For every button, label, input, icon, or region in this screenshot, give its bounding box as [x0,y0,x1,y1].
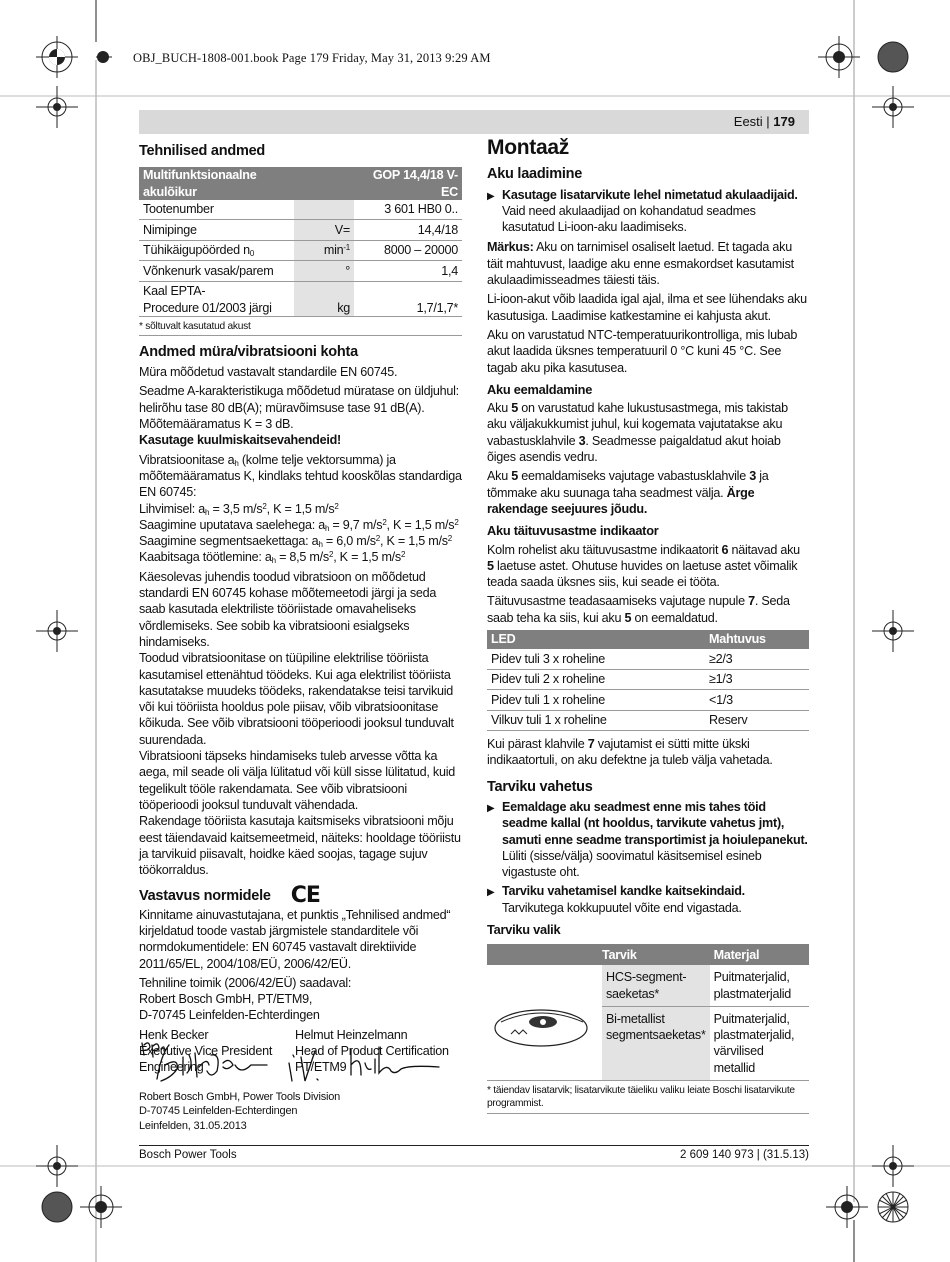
table-row: Pidev tuli 2 x roheline ≥1/3 [487,669,809,690]
charge-note: Märkus: Aku on tarnimisel osaliselt laetud. Et tagada aku täit mahtuvust, laadige aku enne esmakordset kasutamist akulaadimisseadmes täiesti täis. [487,240,794,288]
accessory-table: Tarvik Materjal HCS-segment-saeketas* Puitmaterjalid, plastmaterjalid Bi-metallist segmentsaeketas* Puitmaterjalid, plastmaterjalid, värvilised metallid [487,944,809,1081]
registration-mark-icon [818,36,860,78]
spec-footnote: * sõltuvalt kasutatud akust [139,320,462,336]
charge-p2: Li-ioon-akut võib laadida igal ajal, ilma et see lühendaks aku kasutusiga. Laadimise katkestamine ei kahjusta akut. [487,292,807,323]
accessory-footnote: * täiendav lisatarvik; lisatarvikute täieliku valiku leiate Boschi lisatarvikute programmist. [487,1084,809,1114]
registration-mark-icon [826,1186,868,1228]
header-language: Eesti [733,114,763,129]
list-item: ▶ Kasutage lisatarvikute lehel nimetatud akulaadijaid. Vaid need akulaadijad on kohandatud seadmes kasutatud Li-ioon-aku laadimiseks. [487,187,798,235]
noise-warning: Kasutage kuulmiskaitsevahendeid! [139,433,341,448]
table-row: Tootenumber 3 601 HB0 0.. [139,200,462,220]
tech-heading: Tehnilised andmed [139,143,266,159]
vib-line: Lihvimisel: $a_h = 3,5$ $m/s^2$, K = 1,5 $m/s^2$ [139,501,339,517]
handwritten-signature [139,1035,449,1090]
vibration-p2: Käesolevas juhendis toodud vibratsioon on mõõdetud standardi EN 60745 kohase mõõtemeetodi järgi ja seda saab kasutada elektriliste tööriistade omavaheliseks võrdlemiseks. See sobib ka vibratsiooni esialgseks hindamiseks. [139,569,437,649]
table-row: Pidev tuli 3 x roheline ≥2/3 [487,649,809,669]
registration-mark-icon [872,1186,914,1228]
noise-heading: Andmed müra/vibratsiooni kohta [139,343,358,360]
conformity-heading: Vastavus normidele [139,888,271,905]
vibration-p1: Vibratsioonitase $a_h$ (kolme telje vektorsumma) ja mõõtemääramatus K, kindlaks tehtud kooskõlas standardiga EN 60745: Lihvimisel: $a_h = 3,5$ $m/s^2$, K = 1,5 $m/s^2$ Saagimine uputatava saelehega: $a_h = 9,7$ $m/s^2$, K = 1,5 $m/s^2$ Saagimine segmentsaekettaga: $a_h = 6,0$ $m/s^2$, K = 1,5 $m/s^2$ Kaabitsaga töötlemine: $a_h = 8,5$ $m/s^2$, K = 1,5 $m/s^2$ [139,452,462,566]
table-row: Kaal EPTA- Procedure 01/2003 järgi kg 1,7/1,7* [139,281,462,316]
bullet-triangle-icon: ▶ [487,802,495,814]
vibration-p4: Vibratsiooni täpseks hindamiseks tuleb arvesse võtta ka aega, mil seade oli välja lülitatud või küll sisse lülitatud, kuid tegelikult tööle rakendamata. See võib vibratsiooni tööperioodi jooksul tunduvalt vähendada. [139,749,456,812]
level-p1: Kolm rohelist aku täituvusastme indikaatorit 6 näitavad aku 5 laetuse astet. Ohutuse huvides on laetuse astet võimalik teada saada üksnes siis, kui seade ei tööta. [487,542,800,590]
registration-mark-icon [872,86,914,128]
bullet-triangle-icon: ▶ [487,190,495,202]
charge-heading: Aku laadimine [487,166,583,183]
bullet-triangle-icon: ▶ [487,887,495,899]
page-footer [139,1145,809,1161]
vib-line: Saagimine uputatava saelehega: $a_h = 9,7$ $m/s^2$, K = 1,5 $m/s^2$ [139,517,459,533]
color-bar-icon [872,36,914,78]
list-item: ▶ Eemaldage aku seadmest enne mis tahes töid seadme kallal (nt hooldus, tarvikute vahetus jmt), samuti enne seadme transportimist ja hoiulepanekut. Lüliti (sisse/välja) soovimatul käsitsemisel esineb vigastuste oht. [487,799,808,880]
registration-mark-icon [36,36,78,78]
conformity-p2: Tehniline toimik (2006/42/EÜ) saadaval: Robert Bosch GmbH, PT/ETM9, D-70745 Leinfelden-Echterdingen [139,975,352,1023]
led-table: LED Mahtuvus Pidev tuli 3 x roheline ≥2/3 Pidev tuli 2 x roheline ≥1/3 Pidev tuli 1 x roheline <1/3 Vilkuv tuli 1 x roheline Reserv [487,630,809,731]
select-heading: Tarviku valik [487,921,561,937]
table-row: Pidev tuli 1 x roheline <1/3 [487,690,809,711]
charge-p3: Aku on varustatud NTC-temperatuurikontrolliga, mis lubab akut laadida üksnes temperatuuril 0 °C kuni 45 °C. See tagab aku pika kasutusea. [487,327,798,375]
color-bar-icon [36,1186,78,1228]
table-row: Tühikäigupöörded $n_0$ $\min^{-1}$ 8000 – 20000 [139,240,462,261]
spec-header-left: Multifunktsionaalne akulõikur [139,167,294,200]
led-after: Kui pärast klahvile 7 vajutamist ei sütti mitte ükski indikaatortuli, on aku defektne ja tuleb välja vahetada. [487,737,773,768]
table-row: Võnkenurk vasak/parem ° 1,4 [139,261,462,282]
table-row: Bi-metallist segmentsaeketas* Puitmaterjalid, plastmaterjalid, värvilised metallid [487,1006,809,1080]
left-column [139,143,462,1076]
table-row: Vilkuv tuli 1 x roheline Reserv [487,710,809,731]
montage-heading: Montaaž [487,136,569,159]
registration-mark-icon [36,610,78,652]
level-heading: Aku täituvusastme indikaator [487,523,659,539]
table-row: Nimipinge V= 14,4/18 [139,220,462,241]
signatory-name: Helmut Heinzelmann [295,1027,408,1042]
print-info: OBJ_BUCH-1808-001.book Page 179 Friday, May 31, 2013 9:29 AM [133,51,491,65]
registration-mark-icon [80,1186,122,1228]
change-heading: Tarviku vahetus [487,778,593,795]
registration-mark-icon [36,86,78,128]
signatory-name: Henk Becker [139,1027,209,1042]
vibration-p5: Rakendage tööriista kasutaja kaitsmiseks vibratsiooni mõju eest täiendavaid kaitsemeetmeid, näiteks: hooldage tööriistu ja tarvikuid piisavalt, hoidke käed soojas, tagage sujuv töökorraldus. [139,814,461,878]
page-header: Eesti | 179 [139,110,809,134]
registration-mark-icon [96,36,126,78]
footer-doc-number: 2 609 140 973 | (31.5.13) [680,1149,809,1161]
vib-line: Kaabitsaga töötlemine: $a_h = 8,5$ $m/s^2$, K = 1,5 $m/s^2$ [139,550,406,566]
table-row: HCS-segment-saeketas* Puitmaterjalid, plastmaterjalid [487,965,809,1006]
remove-heading: Aku eemaldamine [487,381,593,397]
noise-p2: Seadme A-karakteristikuga mõõdetud müratase on üldjuhul: helirõhu tase 80 dB(A); müravõimsuse tase 91 dB(A). Mõõtemääramatus K = 3 dB. [139,384,459,432]
noise-p1: Müra mõõdetud vastavalt standardile EN 60745. [139,365,398,380]
remove-p2: Aku 5 eemaldamiseks vajutage vabastusklahvile 3 ja tõmmake aku suunaga taha seadmest välja. Ärge rakendage seejuures jõudu. [487,469,769,516]
signatories: Henk Becker Executive Vice President Engineering Helmut Heinzelmann Head of Product Certification PT/ETM9 [139,1027,449,1075]
vibration-p3: Toodud vibratsioonitase on tüüpiline elektrilise tööriista kasutamisel ettenähtud töödeks. Kui aga elektrilist tööriista kasutatakse muudeks töödeks, rakendatakse teisi tarvikuid või kui tööriista hooldus pole piisav, võib vibratsioonitase kõikuda. See võib vibratsiooni tööperioodi jooksul tunduvalt suurendada. [139,651,454,747]
list-item: ▶ Tarviku vahetamisel kandke kaitsekindaid. Tarvikutega kokkupuutel võite end vigastada. [487,884,745,915]
conformity-p1: Kinnitame ainuvastutajana, et punktis „Tehnilised andmed“ kirjeldatud toode vastab järgmistele standarditele või normdokumentidele: EN 60745 vastavalt direktiivide 2011/65/EL, 2004/108/EÜ, 2006/42/EÜ. [139,907,451,971]
vib-line: Saagimine segmentsaekettaga: $a_h = 6,0$ $m/s^2$, K = 1,5 $m/s^2$ [139,534,452,550]
right-column [487,136,809,1114]
ce-mark-icon: CE [290,883,320,909]
level-p2: Täituvusastme teadasaamiseks vajutage nupule 7. Seda saab teha ka siis, kui aku 5 on eemaldatud. [487,594,790,625]
signature-footer: Robert Bosch GmbH, Power Tools Division D-70745 Leinfelden-Echterdingen Leinfelden, 31.05.2013 [139,1091,341,1132]
spec-table [139,167,462,317]
remove-p1: Aku 5 on varustatud kahe lukustusastmega, mis takistab aku väljakukkumist juhul, kui kogemata vajutatakse aku vabastusklahvile 3. Seadmesse paigaldatud akut hoiab õiges asendis vedru. [487,401,788,465]
saw-blade-icon [491,986,591,1056]
page-number: 179 [773,114,795,129]
registration-mark-icon [872,610,914,652]
registration-mark-icon [36,1145,78,1187]
footer-brand: Bosch Power Tools [139,1149,237,1161]
registration-mark-icon [872,1145,914,1187]
spec-header-right: GOP 14,4/18 V-EC [354,167,462,200]
